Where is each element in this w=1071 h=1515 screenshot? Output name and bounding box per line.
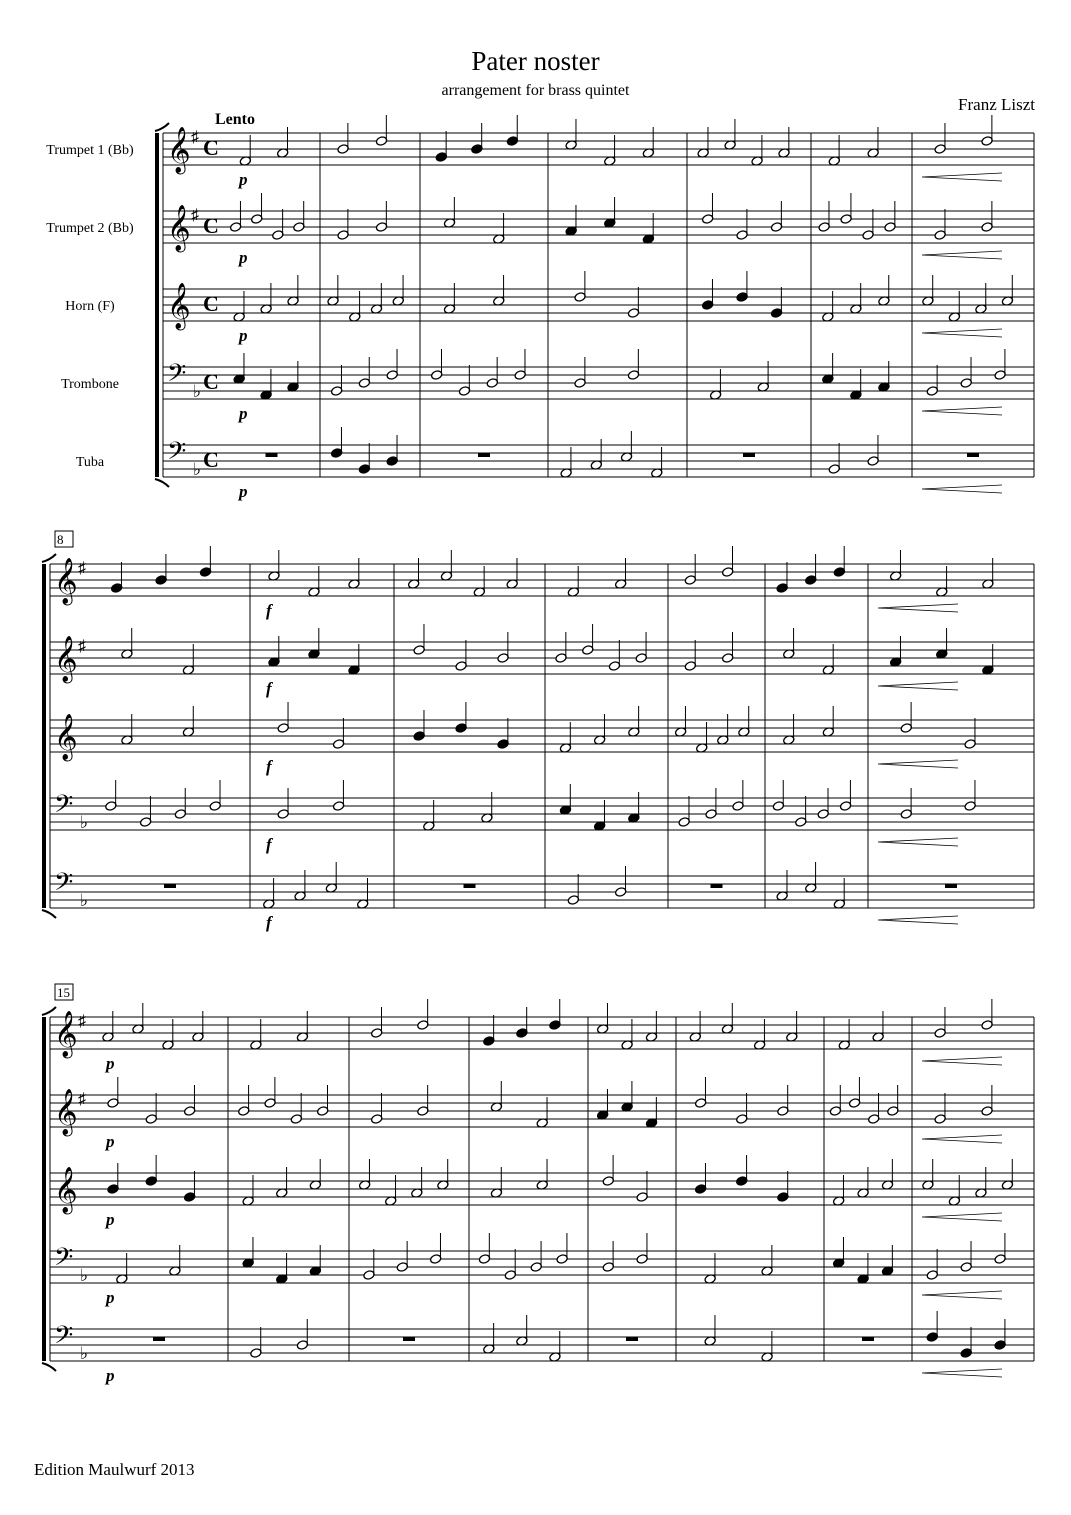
hairpin (922, 329, 1002, 337)
time-signature: C (203, 447, 219, 472)
hairpin (878, 760, 958, 768)
composer-name: Franz Liszt (958, 95, 1035, 114)
time-signature: C (203, 369, 219, 394)
instrument-name: Trumpet 1 (Bb) (46, 143, 134, 158)
whole-rest-icon (153, 1337, 165, 1341)
dynamic-mark: f (266, 913, 272, 932)
measure-number: 8 (57, 532, 64, 547)
staff-5 (76, 445, 1034, 477)
treble-clef-icon: 𝄞 (54, 1167, 78, 1212)
dynamic-mark: f (266, 835, 272, 854)
hairpin (922, 173, 1002, 181)
bracket-bottom (42, 1363, 56, 1371)
staff-1 (50, 564, 1034, 596)
sharp-icon: ♯ (191, 129, 199, 146)
bass-clef-icon: 𝄢 (54, 1322, 74, 1355)
dynamic-mark: p (106, 1288, 115, 1307)
hairpin (878, 604, 958, 612)
sharp-icon: ♯ (191, 207, 199, 224)
instrument-name: Trumpet 2 (Bb) (46, 221, 134, 236)
time-signature: C (203, 291, 219, 316)
treble-clef-icon: 𝄞 (54, 1089, 78, 1134)
edition-footer: Edition Maulwurf 2013 (34, 1460, 195, 1479)
staff-3 (50, 720, 1034, 752)
treble-clef-icon: 𝄞 (54, 714, 78, 759)
system-1 (46, 115, 1034, 493)
bass-clef-icon: 𝄢 (167, 360, 187, 393)
sharp-icon: ♯ (78, 1091, 86, 1108)
staff-4 (50, 798, 1034, 830)
flat-icon: ♭ (80, 1344, 89, 1363)
bracket-bottom (42, 910, 56, 918)
hairpin (922, 1213, 1002, 1221)
whole-rest-icon (266, 453, 278, 457)
dynamic-mark: p (106, 1366, 115, 1385)
treble-clef-icon: 𝄞 (167, 127, 191, 172)
dynamic-mark: p (239, 482, 248, 501)
instrument-name: Horn (F) (65, 299, 115, 314)
hairpin (922, 485, 1002, 493)
instrument-name: Trombone (61, 377, 119, 392)
whole-rest-icon (743, 453, 755, 457)
whole-rest-icon (967, 453, 979, 457)
hairpin (878, 682, 958, 690)
treble-clef-icon: 𝄞 (54, 558, 78, 603)
dynamic-mark: f (266, 679, 272, 698)
score-title: Pater noster (471, 46, 600, 76)
bass-clef-icon: 𝄢 (167, 438, 187, 471)
hairpin (922, 407, 1002, 415)
system-2 (42, 531, 1034, 924)
sharp-icon: ♯ (78, 1013, 86, 1030)
treble-clef-icon: 𝄞 (54, 636, 78, 681)
treble-clef-icon: 𝄞 (167, 205, 191, 250)
whole-rest-icon (626, 1337, 638, 1341)
tempo-marking: Lento (215, 111, 255, 128)
whole-rest-icon (403, 1337, 415, 1341)
hairpin (922, 1135, 1002, 1143)
dynamic-mark: p (239, 404, 248, 423)
hairpin (922, 1291, 1002, 1299)
flat-icon: ♭ (80, 891, 89, 910)
flat-icon: ♭ (80, 813, 89, 832)
hairpin (922, 251, 1002, 259)
bracket-bottom (155, 479, 169, 487)
bass-clef-icon: 𝄢 (54, 791, 74, 824)
bass-clef-icon: 𝄢 (54, 869, 74, 902)
bass-clef-icon: 𝄢 (54, 1244, 74, 1277)
flat-icon: ♭ (193, 460, 202, 479)
flat-icon: ♭ (80, 1266, 89, 1285)
dynamic-mark: p (106, 1210, 115, 1229)
hairpin (922, 1369, 1002, 1377)
whole-rest-icon (945, 884, 957, 888)
hairpin (878, 916, 958, 924)
whole-rest-icon (164, 884, 176, 888)
dynamic-mark: f (266, 757, 272, 776)
whole-rest-icon (711, 884, 723, 888)
dynamic-mark: p (239, 248, 248, 267)
staff-2 (50, 642, 1034, 674)
dynamic-mark: p (106, 1132, 115, 1151)
dynamic-mark: p (239, 326, 248, 345)
system-3 (42, 984, 1034, 1377)
score-subtitle: arrangement for brass quintet (441, 82, 630, 99)
staff-5 (50, 876, 1034, 908)
whole-rest-icon (862, 1337, 874, 1341)
hairpin (922, 1057, 1002, 1065)
sharp-icon: ♯ (78, 638, 86, 655)
staff-5 (50, 1329, 1034, 1361)
time-signature: C (203, 135, 219, 160)
treble-clef-icon: 𝄞 (167, 283, 191, 328)
hairpin (878, 838, 958, 846)
treble-clef-icon: 𝄞 (54, 1011, 78, 1056)
instrument-name: Tuba (75, 455, 105, 470)
sharp-icon: ♯ (78, 560, 86, 577)
whole-rest-icon (464, 884, 476, 888)
dynamic-mark: f (266, 601, 272, 620)
flat-icon: ♭ (193, 382, 202, 401)
dynamic-mark: p (239, 170, 248, 189)
whole-rest-icon (478, 453, 490, 457)
dynamic-mark: p (106, 1054, 115, 1073)
measure-number: 15 (57, 985, 70, 1000)
time-signature: C (203, 213, 219, 238)
